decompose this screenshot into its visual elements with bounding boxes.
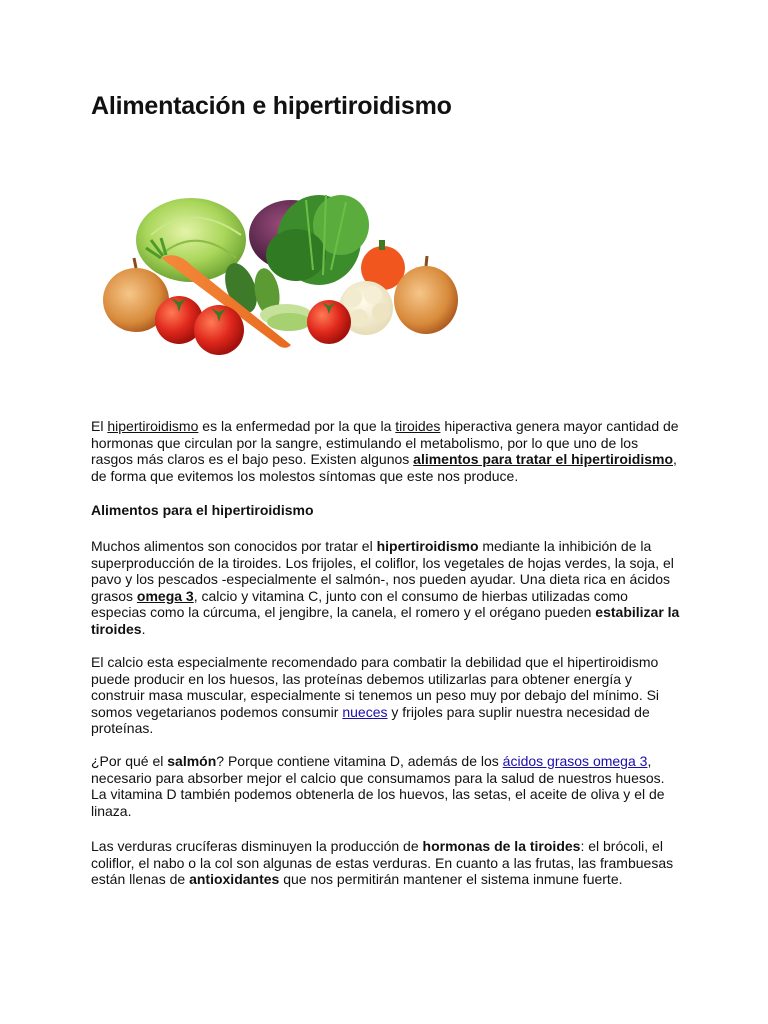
vegetables-image — [91, 140, 471, 400]
alimentos-link[interactable]: alimentos para tratar el hipertiroidismo — [413, 451, 674, 467]
paragraph-salmon: ¿Por qué el salmón? Porque contiene vitamina D, además de los ácidos grasos omega 3, necesario para absorber mejor el calcio que consumamos para la salud de nuestros huesos. La vitamina D también podemos obtenerla de los huevos, las setas, el aceite de oliva y el de linaza. — [91, 753, 665, 819]
hipertiroidismo-link[interactable]: hipertiroidismo — [107, 418, 199, 434]
onion-right-shape — [394, 266, 458, 334]
nueces-link[interactable]: nueces — [342, 703, 388, 720]
intro-paragraph: El hipertiroidismo es la enfermedad por la que la tiroides hiperactiva genera mayor cantidad de hormonas que circulan por la sangre, estimulando el metabolismo, por lo que uno de los rasgos más claros es el bajo peso. Existen algunos alimentos para tratar el hipertiroidismo, de forma que evitemos los molestos síntomas que este nos produce. — [91, 418, 679, 484]
acidos-grasos-link[interactable]: ácidos grasos omega 3 — [502, 753, 648, 769]
section-heading: Alimentos para el hipertiroidismo — [91, 502, 314, 518]
paragraph-cruciferas: Las verduras crucíferas disminuyen la producción de hormonas de la tiroides: el brócoli, el coliflor, el nabo o la col son algunas de estas verduras. En cuanto a las frutas, las frambuesas están llenas de antioxidantes que nos permitirán mantener el sistema inmune fuerte. — [91, 838, 674, 887]
tiroides-link[interactable]: tiroides — [395, 418, 441, 434]
omega-3-link[interactable]: omega 3 — [136, 587, 194, 604]
page-title: Alimentación e hipertiroidismo — [91, 92, 452, 120]
paragraph-alimentos: Muchos alimentos son conocidos por tratar el hipertiroidismo mediante la inhibición de la superproducción de la tiroides. Los frijoles, el coliflor, los vegetales de hojas verdes, la soja, el pavo y los pescados -especialmente el salmón-, nos pueden ayudar. Una dieta rica en ácidos grasos omega 3, calcio y vitamina C, junto con el consumo de hierbas utilizadas como especias como la cúrcuma, el jengibre, la canela, el romero y el orégano pueden estabilizar la tiroides. — [91, 538, 680, 637]
paragraph-calcio: El calcio esta especialmente recomendado para combatir la debilidad que el hipertiroidismo puede producir en los huesos, las proteínas debemos utilizarlas para obtener energía y construir masa muscular, especialmente si tenemos un peso muy por debajo del mínimo. Si somos vegetarianos podemos consumir nueces y frijoles para suplir nuestra necesidad de proteínas. — [91, 654, 660, 736]
